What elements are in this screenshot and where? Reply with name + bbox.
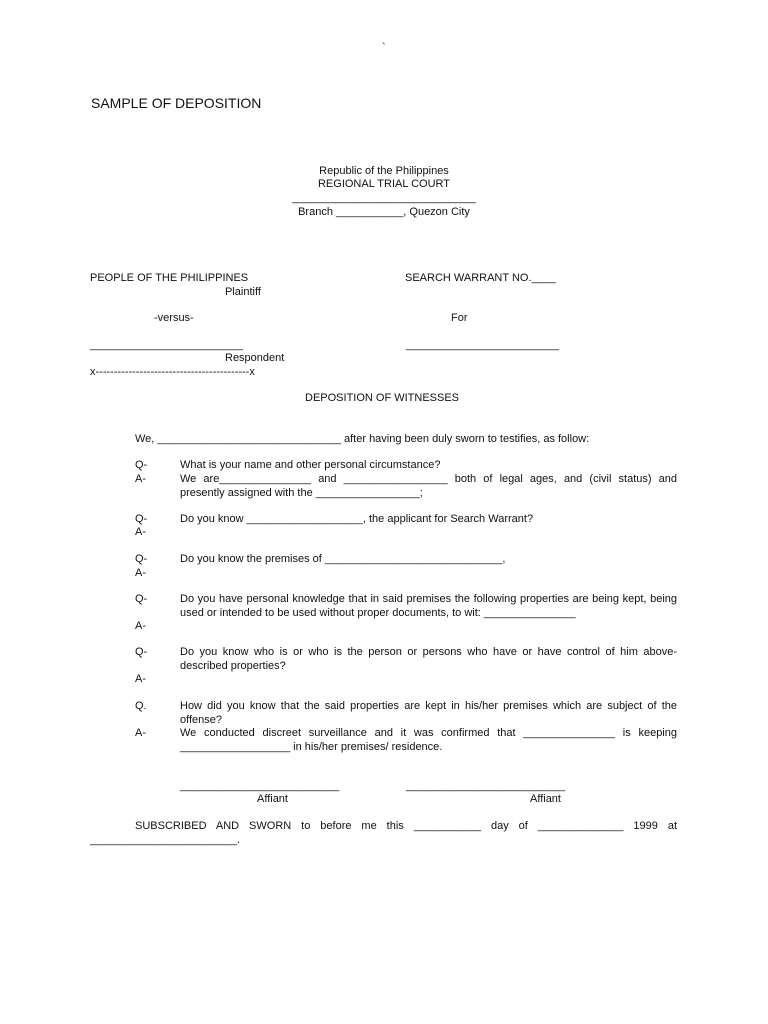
question-label: Q-: [135, 553, 148, 565]
affiant-signature-line-left: __________________________: [180, 780, 340, 792]
header-court: REGIONAL TRIAL COURT: [317, 178, 451, 190]
intro-statement: We, ______________________________ after having been duly sworn to testifies, as follow:: [135, 433, 590, 445]
respondent-label: Respondent: [225, 352, 285, 364]
answer-label: A-: [135, 526, 146, 538]
header-blank-line: ______________________________: [292, 192, 476, 204]
question-label: Q-: [135, 593, 148, 605]
answer-text: We are_______________ and _________________ both of legal ages, and (civil status) and presently assigned with the _________________;: [180, 473, 677, 499]
question-text: Do you know who is or who is the person or persons who have or have control of him above-described properties?: [180, 646, 677, 672]
question-text: Do you have personal knowledge that in said premises the following properties are being kept, being used or intended to be used without proper documents, to wit: _______________: [180, 593, 677, 619]
answer-label: A-: [135, 620, 146, 632]
respondent-blank: _________________________: [90, 339, 243, 351]
question-label: Q.: [135, 700, 147, 712]
question-text: What is your name and other personal circumstance?: [180, 459, 441, 471]
caption-separator: x------------------------------------------x: [90, 366, 255, 378]
plaintiff-name: PEOPLE OF THE PHILIPPINES: [90, 272, 249, 284]
answer-label: A-: [135, 473, 146, 485]
affiant-label-left: Affiant: [257, 793, 288, 805]
question-text: Do you know ___________________, the applicant for Search Warrant?: [180, 513, 534, 525]
question-label: Q-: [135, 513, 148, 525]
section-title: DEPOSITION OF WITNESSES: [305, 392, 460, 404]
for-label: For: [451, 312, 468, 324]
offense-blank: _________________________: [406, 339, 559, 351]
header-branch: Branch ___________, Quezon City: [298, 206, 470, 218]
jurat-line-2: ________________________.: [90, 834, 240, 846]
header-republic: Republic of the Philippines: [319, 165, 449, 177]
question-text: How did you know that the said properties are kept in his/her premises which are subject of the offense?: [180, 700, 677, 726]
answer-label: A-: [135, 727, 146, 739]
question-label: Q-: [135, 646, 148, 658]
search-warrant-no: SEARCH WARRANT NO.____: [405, 272, 556, 284]
question-label: Q-: [135, 459, 148, 471]
answer-label: A-: [135, 567, 146, 579]
question-text: Do you know the premises of _____________________________,: [180, 553, 506, 565]
top-mark: `: [382, 42, 386, 54]
affiant-label-right: Affiant: [530, 793, 561, 805]
answer-text: We conducted discreet surveillance and it was confirmed that _______________ is keeping __________________ in his/her premises/ residence.: [180, 727, 677, 753]
document-title: SAMPLE OF DEPOSITION: [91, 95, 262, 111]
plaintiff-label: Plaintiff: [225, 286, 261, 298]
affiant-signature-line-right: __________________________: [406, 780, 566, 792]
versus-label: -versus-: [154, 312, 194, 324]
answer-label: A-: [135, 673, 146, 685]
jurat-line-1: SUBSCRIBED AND SWORN to before me this ___________ day of ______________ 1999 at: [135, 820, 677, 832]
